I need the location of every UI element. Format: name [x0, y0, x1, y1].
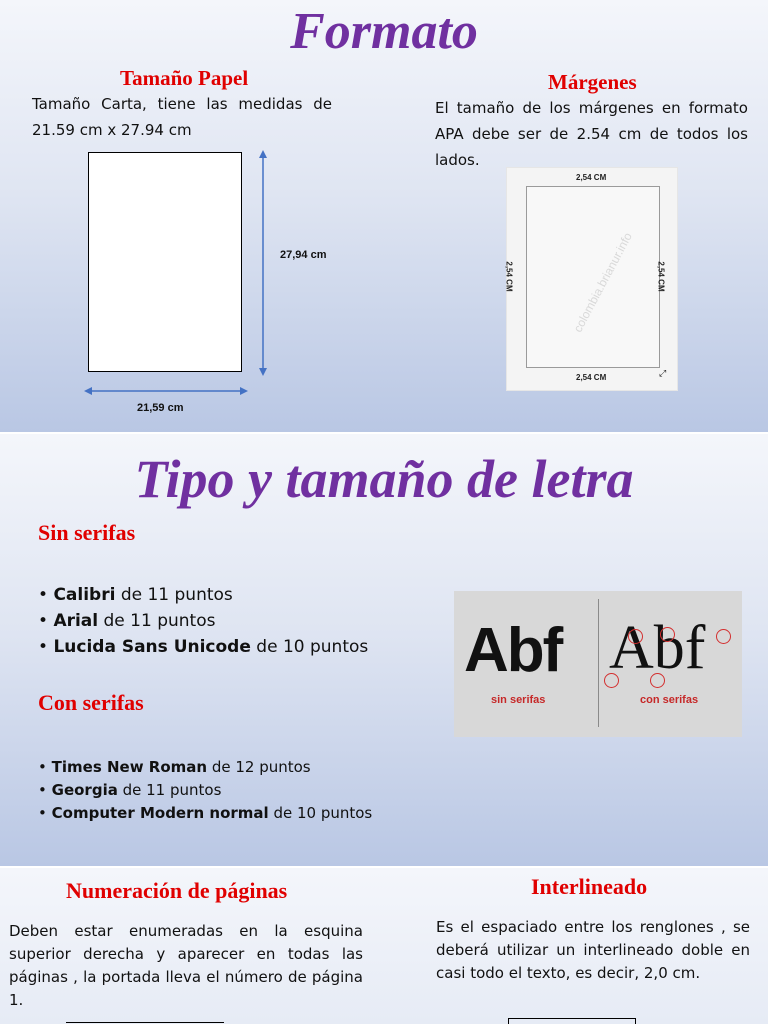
sans-serif-sample: Abf [464, 616, 562, 685]
watermark-text: colombia.brianur.info [570, 230, 635, 335]
margin-diagram [506, 167, 678, 391]
font-size-text: de 11 puntos [115, 585, 233, 605]
bullet-icon: • [38, 758, 47, 776]
font-size-text: de 11 puntos [98, 611, 216, 631]
tamano-papel-text: Tamaño Carta, tiene las medidas de 21.59 cm x 27.94 cm [32, 95, 332, 139]
font-size-text: de 11 puntos [117, 781, 222, 799]
margin-top-label: 2,54 CM [576, 173, 607, 182]
numeracion-heading: Numeración de páginas [66, 878, 288, 903]
double-arrow-icon [254, 148, 272, 378]
serif-sample: Abf [609, 614, 706, 682]
font-name: Arial [53, 611, 99, 631]
serif-highlight-circle [604, 673, 619, 688]
double-arrow-icon [84, 384, 248, 398]
numeracion-text: Deben estar enumeradas en la esquina superior derecha y aparecer en todas las páginas , la portada lleva el número de página 1. [9, 922, 363, 1009]
tamano-papel-heading: Tamaño Papel [120, 66, 249, 90]
sans-serif-caption: sin serifas [491, 694, 546, 706]
bullet-icon: • [38, 781, 47, 799]
font-name: Computer Modern normal [51, 804, 269, 822]
serif-highlight-circle [650, 673, 665, 688]
font-name: Times New Roman [51, 758, 208, 776]
height-label: 27,94 cm [280, 249, 327, 261]
serif-comparison-figure [454, 591, 742, 737]
formato-title: Formato [290, 3, 478, 60]
paper-rectangle [88, 152, 242, 372]
bullet-icon: • [38, 637, 49, 657]
font-name: Lucida Sans Unicode [53, 637, 251, 657]
page-edge [508, 1018, 636, 1024]
interlineado-text: Es el espaciado entre los renglones , se deberá utilizar un interlineado doble en casi todo el texto, es decir, 2,0 cm. [436, 918, 750, 982]
serif-highlight-circle [660, 627, 675, 642]
slide-formato [0, 0, 768, 432]
list-item [38, 779, 372, 802]
con-serifas-list [38, 756, 372, 825]
margin-bottom-label: 2,54 CM [576, 373, 607, 382]
margin-left-label: 2,54 CM [504, 261, 514, 292]
tipo-title: Tipo y tamaño de letra [134, 449, 634, 509]
serif-highlight-circle [716, 629, 731, 644]
bullet-icon: • [38, 585, 49, 605]
interlineado-heading: Interlineado [531, 874, 648, 899]
width-label: 21,59 cm [137, 402, 184, 414]
serif-caption: con serifas [640, 694, 699, 706]
margenes-text: El tamaño de los márgenes en formato APA debe ser de 2.54 cm de todos los lados. [435, 99, 748, 169]
list-item [38, 582, 368, 608]
figure-divider [598, 599, 599, 727]
font-size-text: de 12 puntos [207, 758, 311, 776]
expand-icon: ⤢ [659, 368, 667, 378]
list-item [38, 802, 372, 825]
con-serifas-heading: Con serifas [38, 690, 144, 715]
slide-numeracion-interlineado [0, 868, 768, 1024]
margenes-heading: Márgenes [548, 70, 637, 94]
list-item [38, 634, 368, 660]
slide-tipo-letra [0, 434, 768, 866]
font-size-text: de 10 puntos [268, 804, 373, 822]
margin-right-label: 2,54 CM [656, 261, 666, 292]
font-name: Calibri [53, 585, 116, 605]
font-name: Georgia [51, 781, 118, 799]
bullet-icon: • [38, 611, 49, 631]
serif-highlight-circle [628, 629, 643, 644]
font-size-text: de 10 puntos [250, 637, 369, 657]
list-item [38, 756, 372, 779]
sin-serifas-list [38, 582, 368, 660]
sin-serifas-heading: Sin serifas [38, 520, 136, 545]
bullet-icon: • [38, 804, 47, 822]
list-item [38, 608, 368, 634]
